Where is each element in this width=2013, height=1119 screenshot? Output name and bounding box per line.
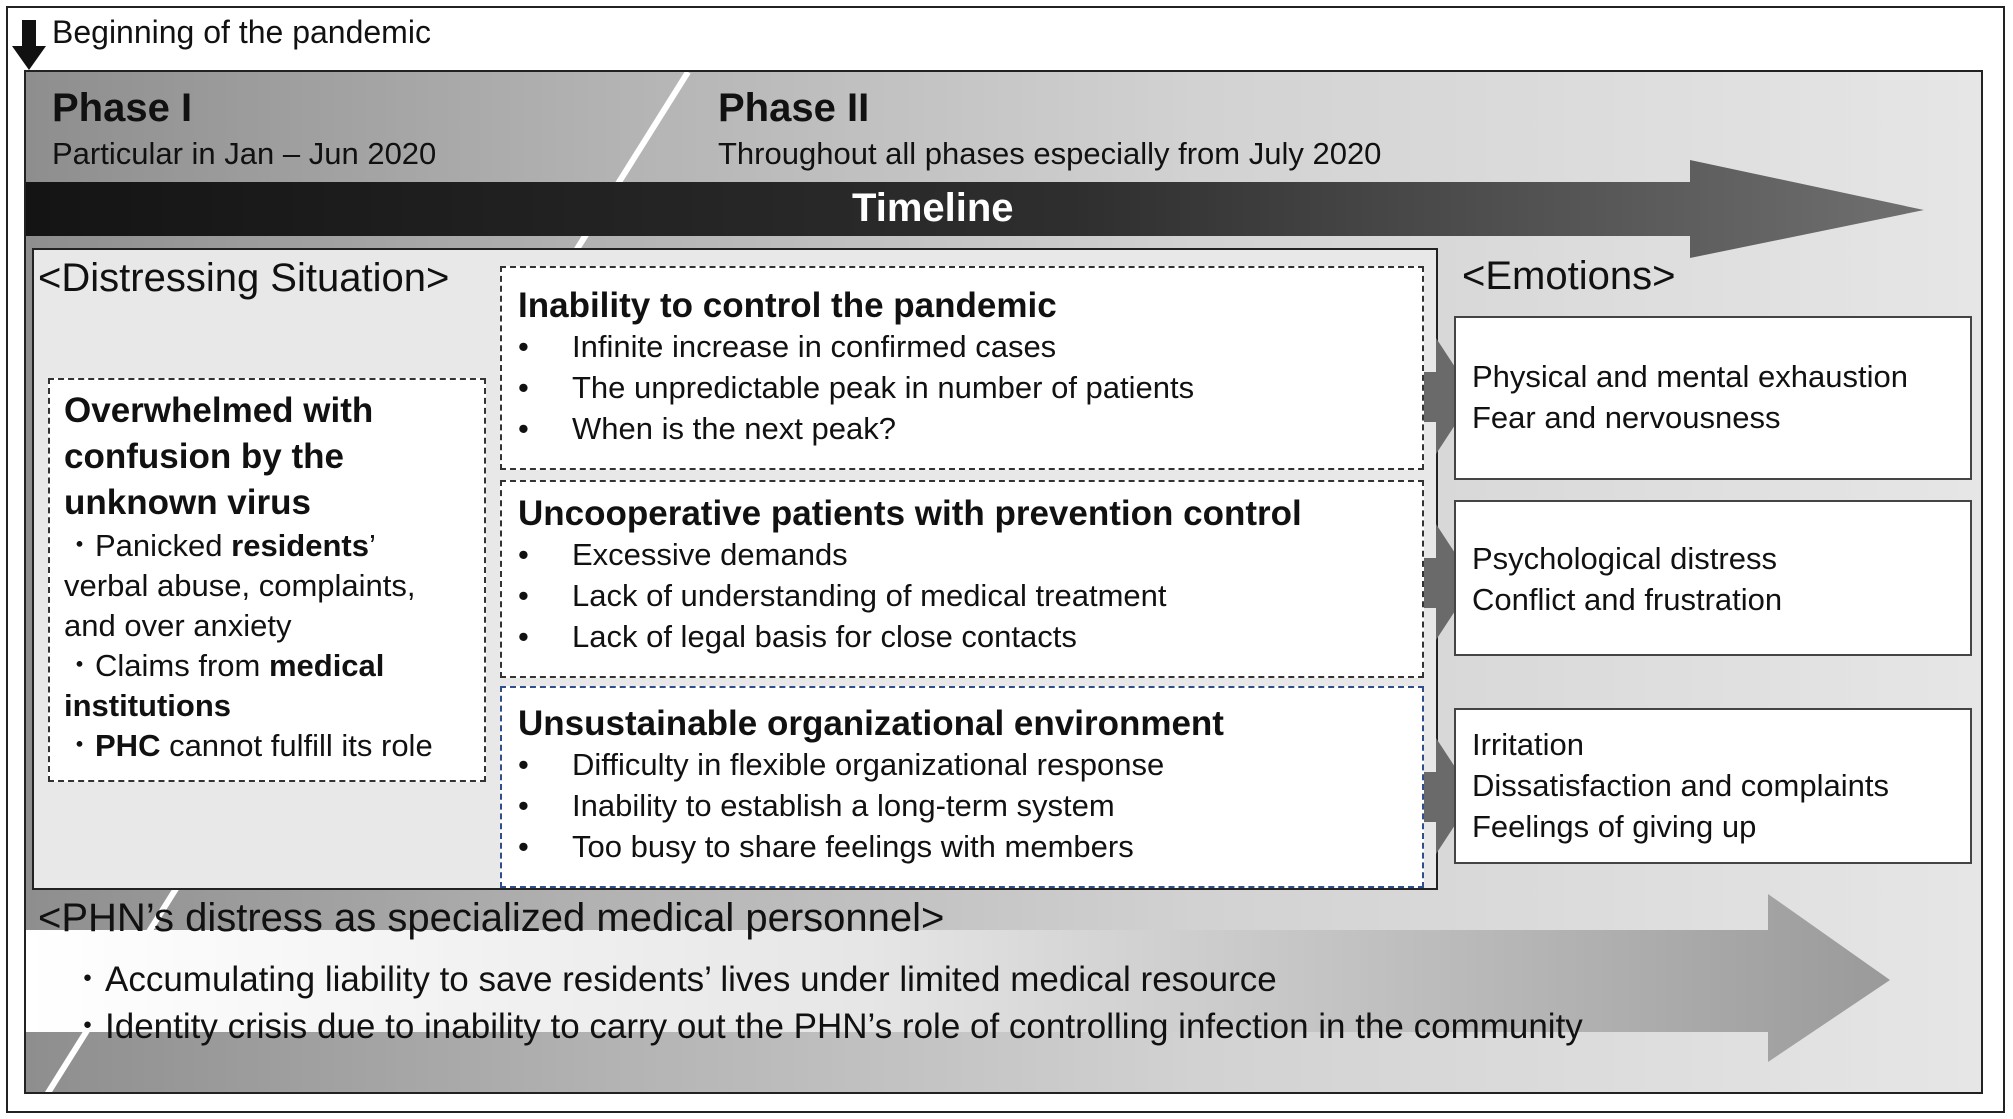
situation-box-3-item: • Too busy to share feelings with members [518, 826, 1422, 867]
emotion-item: Psychological distress [1472, 541, 1777, 576]
situation-box-2-title: Uncooperative patients with prevention control [518, 494, 1302, 533]
emotion-item: Feelings of giving up [1472, 809, 1757, 844]
overwhelmed-title-2: confusion by the [64, 437, 344, 476]
situation-box-1-item: • Infinite increase in confirmed cases [518, 326, 1422, 367]
situation-box-1-item: • When is the next peak? [518, 408, 1422, 449]
situation-box-3-item: • Inability to establish a long-term system [518, 785, 1422, 826]
left-item-residents-line2: verbal abuse, complaints, [64, 568, 416, 603]
situation-box-3-title: Unsustainable organizational environment [518, 704, 1224, 743]
situation-box-1 [500, 266, 1424, 470]
phn-heading: <PHN’s distress as specialized medical personnel> [38, 896, 945, 940]
phn-item: ・Identity crisis due to inability to carry out the PHN’s role of controlling infection in the community [70, 1007, 1583, 1046]
overwhelmed-box [48, 378, 486, 782]
emotion-item: Dissatisfaction and complaints [1472, 768, 1889, 803]
overwhelmed-title-3: unknown virus [64, 483, 311, 522]
phase-1 [52, 86, 192, 137]
phase-1-subtitle-text: Particular in Jan – Jun 2020 [52, 136, 437, 171]
phase-2-subtitle: Throughout all phases especially from July 2020 [718, 136, 1382, 171]
left-item-claims: ・Claims from medical [64, 648, 385, 683]
left-item-residents-line3: and over anxiety [64, 608, 292, 643]
overwhelmed-title-1: Overwhelmed with [64, 391, 374, 430]
distressing-heading: <Distressing Situation> [38, 256, 450, 300]
left-item-claims-line2: institutions [64, 688, 232, 723]
emotion-item: Conflict and frustration [1472, 582, 1783, 617]
situation-box-2-item: • Lack of understanding of medical treatment [518, 575, 1422, 616]
main-panel [24, 70, 1983, 1094]
left-item-residents: ・Panicked residents’ [64, 528, 376, 563]
emotion-box-2 [1454, 500, 1972, 656]
emotion-box-1 [1454, 316, 1972, 480]
phase-2 [718, 86, 869, 131]
emotion-box-3 [1454, 708, 1972, 864]
situation-box-2-item: • Excessive demands [518, 534, 1422, 575]
situation-box-3-item: • Difficulty in flexible organizational response [518, 744, 1422, 785]
phase-1-title: Phase I [52, 86, 193, 130]
emotion-item: Fear and nervousness [1472, 400, 1781, 435]
situation-box-1-title: Inability to control the pandemic [518, 286, 1057, 325]
situation-box-2-item: • Lack of legal basis for close contacts [518, 616, 1422, 657]
timeline-label: Timeline [852, 186, 1014, 230]
phase-2-title: Phase II [718, 86, 870, 130]
emotions-heading: <Emotions> [1462, 254, 1676, 298]
phn-item: ・Accumulating liability to save residents’ lives under limited medical resource [70, 960, 1277, 999]
start-marker-label: Beginning of the pandemic [52, 14, 431, 50]
emotion-item: Irritation [1472, 727, 1584, 762]
situation-box-2 [500, 480, 1424, 678]
emotion-item: Physical and mental exhaustion [1472, 359, 1908, 394]
phn-items [70, 956, 1583, 1050]
left-item-phc: ・PHC cannot fulfill its role [64, 728, 433, 763]
down-arrow-icon [12, 20, 46, 70]
situation-box-3 [500, 686, 1424, 888]
situation-box-1-item: • The unpredictable peak in number of patients [518, 367, 1422, 408]
